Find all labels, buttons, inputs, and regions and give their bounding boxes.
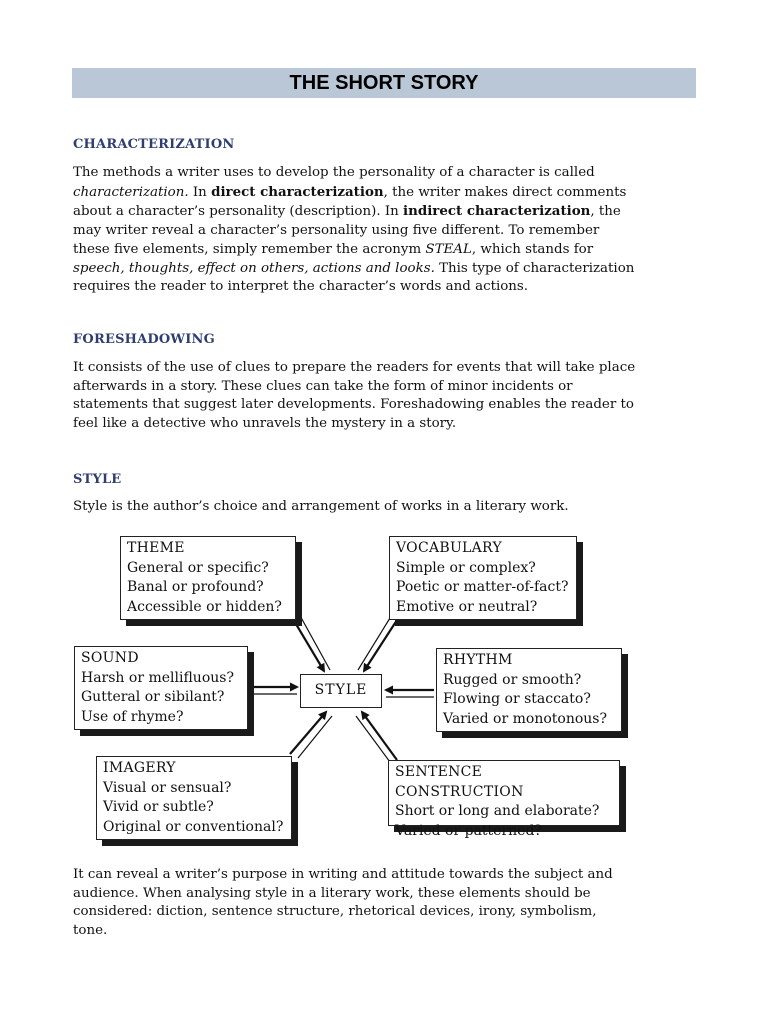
style-line: considered: diction, sentence structure, rhetorical devices, irony, symbolism, <box>73 904 597 920</box>
box-item: Gutteral or sibilant? <box>81 689 225 705</box>
char-line: about a character’s personality (description). In indirect characterization, the <box>73 203 621 220</box>
box-item: Emotive or neutral? <box>396 598 538 615</box>
box-sound <box>74 646 248 730</box>
fore-line: feel like a detective who unravels the mystery in a story. <box>73 416 457 432</box>
box-item: General or specific? <box>127 559 269 576</box>
box-item: Harsh or mellifluous? <box>81 669 234 686</box>
box-imagery-title: IMAGERY <box>103 760 176 776</box>
box-item: Rugged or smooth? <box>443 671 582 688</box>
arrow-sentence <box>362 712 397 760</box>
char-line: requires the reader to interpret the character’s words and actions. <box>73 279 529 295</box>
style-line: It can reveal a writer’s purpose in writing and attitude towards the subject and <box>73 867 613 882</box>
box-theme-title: THEME <box>127 540 185 556</box>
heading-characterization: CHARACTERIZATION <box>73 137 235 152</box>
box-rhythm-title: RHYTHM <box>443 652 513 668</box>
foreshadowing-paragraph <box>73 359 703 434</box>
arrow-theme-shadow <box>298 612 330 670</box>
style-closing-paragraph <box>73 866 703 941</box>
style-line: tone. <box>73 923 108 939</box>
arrow-imagery <box>290 712 326 754</box>
arrow-vocabulary-shadow <box>358 618 390 670</box>
box-item: Poetic or matter-of-fact? <box>396 579 569 595</box>
box-vocabulary-title: VOCABULARY <box>396 540 503 556</box>
char-line: may writer reveal a character’s personality using five different. To remember <box>73 223 600 239</box>
page-title: THE SHORT STORY <box>72 68 696 98</box>
box-item: Simple or complex? <box>396 559 536 576</box>
arrow-vocabulary <box>364 620 397 671</box>
arrow-theme <box>290 614 324 671</box>
style-intro: Style is the author’s choice and arrangement of works in a literary work. <box>73 499 569 514</box>
box-item: Short or long and elaborate? <box>395 803 600 819</box>
arrow-imagery-shadow <box>298 716 332 758</box>
style-line: audience. When analysing style in a literary work, these elements should be <box>73 885 591 901</box>
box-item: Banal or profound? <box>127 579 264 595</box>
arrow-sentence-shadow <box>356 716 390 762</box>
characterization-paragraph <box>73 164 703 297</box>
box-imagery <box>96 756 292 840</box>
char-line: The methods a writer uses to develop the personality of a character is called <box>73 165 595 180</box>
style-diagram <box>72 532 644 852</box>
box-item: Vivid or subtle? <box>103 799 214 815</box>
heading-style: STYLE <box>73 472 122 487</box>
fore-line: afterwards in a story. These clues can take the form of minor incidents or <box>73 378 573 394</box>
box-item: Visual or sensual? <box>103 779 232 796</box>
box-item: Varied or patterned? <box>395 822 542 839</box>
char-line: characterization. In direct characterization, the writer makes direct comments <box>73 183 627 200</box>
box-item: Varied or monotonous? <box>443 710 607 727</box>
fore-line: It consists of the use of clues to prepare the readers for events that will take place <box>73 360 636 375</box>
box-item: Use of rhyme? <box>81 708 184 725</box>
box-vocabulary <box>389 536 577 620</box>
diagram-center-style: STYLE <box>300 674 382 708</box>
box-sentence-title: SENTENCE CONSTRUCTION <box>395 764 524 800</box>
box-item: Flowing or staccato? <box>443 691 591 707</box>
heading-foreshadowing: FORESHADOWING <box>73 332 215 347</box>
box-sound-title: SOUND <box>81 650 139 666</box>
char-line: these five elements, simply remember the acronym STEAL, which stands for <box>73 241 594 257</box>
box-item: Accessible or hidden? <box>127 598 282 615</box>
box-sentence-construction <box>388 760 620 839</box>
box-theme <box>120 536 296 620</box>
fore-line: statements that suggest later developments. Foreshadowing enables the reader to <box>73 397 634 413</box>
box-item: Original or conventional? <box>103 818 284 835</box>
box-rhythm <box>436 648 622 732</box>
char-line: speech, thoughts, effect on others, actions and looks. This type of characterization <box>73 260 635 276</box>
